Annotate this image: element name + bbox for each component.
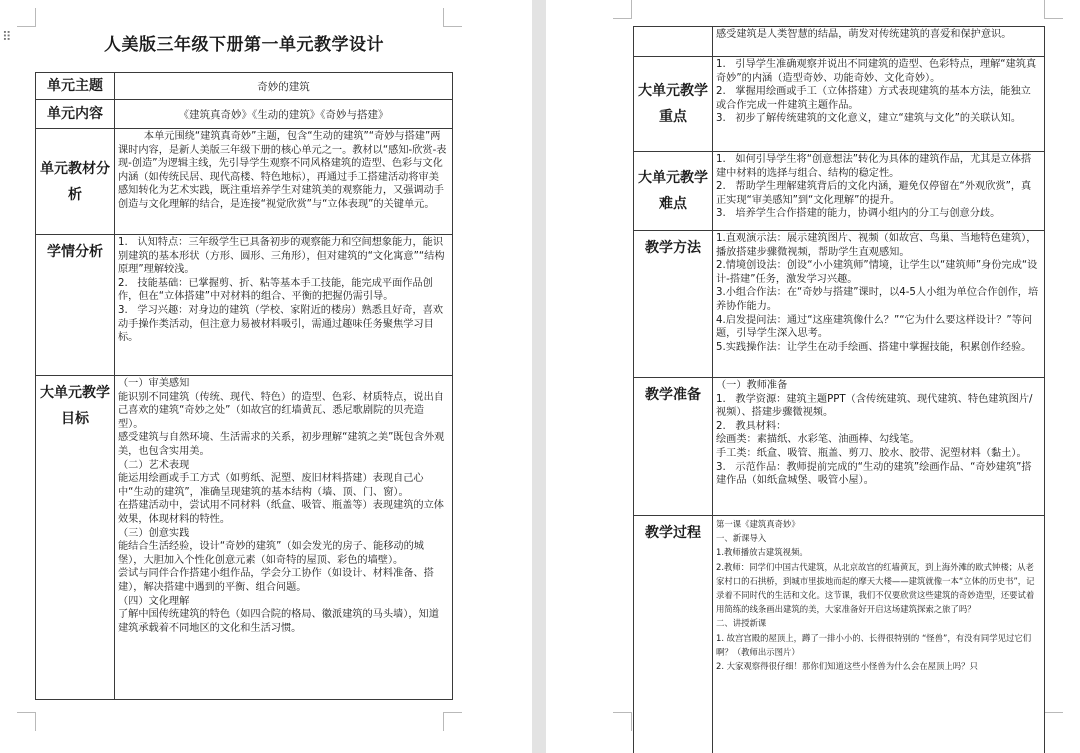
corner-crop-mark	[17, 8, 36, 27]
corner-crop-mark	[613, 712, 632, 731]
row-label: 单元内容	[36, 100, 115, 129]
corner-crop-mark	[1044, 0, 1063, 19]
document-page-2[interactable]	[546, 0, 1080, 753]
table-row	[634, 27, 1045, 57]
table-row	[36, 376, 453, 700]
corner-crop-mark	[443, 712, 462, 731]
teaching-methods-text: 1.直观演示法：展示建筑图片、视频（如故宫、鸟巢、当地特色建筑），播放搭建步骤微视频，帮助学生直观感知。 2.情境创设法：创设“小小建筑师”情境，让学生以“建筑师”身份完成“设计-搭建”任务，激发学习兴趣。 3.小组合作法：在“奇妙与搭建”课时，以4-5人小组为单位合作创作，培养协作能力。 4.启发提问法：通过“这座建筑像什么？”“它为什么要这样设计？”等问题，引导学生深入思考。 5.实践操作法：让学生在动手绘画、搭建中掌握技能，积累创作经验。	[716, 233, 1039, 353]
corner-crop-mark	[1044, 712, 1063, 731]
row-label	[634, 27, 713, 57]
corner-crop-mark	[443, 8, 462, 27]
table-row	[36, 235, 453, 376]
cell	[713, 516, 1045, 753]
table-row	[36, 129, 453, 235]
lesson-plan-table-page-2	[633, 26, 1045, 753]
table-row	[634, 152, 1045, 231]
table-row	[36, 100, 453, 129]
row-label: 教学准备	[634, 378, 713, 516]
objective-continuation-text: 感受建筑是人类智慧的结晶，萌发对传统建筑的喜爱和保护意识。	[716, 29, 1012, 40]
lesson-plan-table-page-1	[35, 72, 453, 700]
key-points-text: 1. 引导学生准确观察并说出不同建筑的造型、色彩特点，理解“建筑真奇妙”的内涵（造型奇妙、功能奇妙、文化奇妙）。 2. 掌握用绘画或手工（立体搭建）方式表现建筑的基本方法，能独立或合作完成一件建筑主题作品。 3. 初步了解传统建筑的文化意义，建立“建筑与文化”的关联认知。	[716, 59, 1037, 125]
cell	[713, 378, 1045, 516]
table-row	[634, 57, 1045, 152]
row-label: 学情分析	[36, 235, 115, 376]
cell	[713, 27, 1045, 57]
cell	[713, 152, 1045, 231]
page-gap	[532, 0, 546, 753]
row-label: 教学过程	[634, 516, 713, 753]
document-title: 人美版三年级下册第一单元教学设计	[104, 35, 384, 55]
row-label: 单元主题	[36, 73, 115, 100]
learner-analysis-text: 1. 认知特点：三年级学生已具备初步的观察能力和空间想象能力，能识别建筑的基本形状（方形、圆形、三角形），但对建筑的“文化寓意”“结构原理”理解较浅。 2. 技能基础：已掌握剪、折、粘等基本手工技能，能完成平面作品创作，但在“立体搭建”中对材料的组合、平衡的把握仍需引导。 3. 学习兴趣：对身边的建筑（学校、家附近的楼房）熟悉且好奇，喜欢动手操作类活动，但注意力易被材料吸引，需通过趣味任务聚焦学习目标。	[118, 237, 445, 344]
cell	[115, 129, 453, 235]
unit-theme-value: 奇妙的建筑	[115, 73, 453, 100]
table-row	[634, 231, 1045, 378]
textbook-analysis-text: 本单元围绕“建筑真奇妙”主题，包含“生动的建筑”“奇妙与搭建”两课时内容，是新人美版三年级下册的核心单元之一。教材以“感知-欣赏-表现-创造”为逻辑主线，先引导学生观察不同风格建筑的造型、色彩与文化内涵（如传统民居、现代高楼、特色地标），再通过手工搭建活动将审美感知转化为艺术实践，既注重培养学生对建筑美的观察能力，又强调动手创造与文化理解的结合，是连接“视觉欣赏”与“立体表现”的关键单元。	[118, 131, 447, 210]
row-label: 大单元教学难点	[634, 152, 713, 231]
cell	[713, 231, 1045, 378]
cell	[115, 376, 453, 700]
table-row	[634, 516, 1045, 753]
cell	[115, 235, 453, 376]
cell	[713, 57, 1045, 152]
row-label: 单元教材分析	[36, 129, 115, 235]
document-page-1[interactable]	[0, 0, 532, 753]
difficulties-text: 1. 如何引导学生将“创意想法”转化为具体的建筑作品，尤其是立体搭建中材料的选择与组合、结构的稳定性。 2. 帮助学生理解建筑背后的文化内涵，避免仅停留在“外观欣赏”，真正实现“审美感知”到“文化理解”的提升。 3. 培养学生合作搭建的能力，协调小组内的分工与创意分歧。	[716, 154, 1032, 220]
corner-crop-mark	[17, 712, 36, 731]
row-label: 大单元教学重点	[634, 57, 713, 152]
unit-objectives-text: （一）审美感知 能识别不同建筑（传统、现代、特色）的造型、色彩、材质特点，说出自己喜欢的建筑“奇妙之处”（如故宫的红墙黄瓦、悉尼歌剧院的贝壳造型）。 感受建筑与自然环境、生活需求的关系，初步理解“建筑之美”既包含外观美，也包含实用美。 （二）艺术表现 能运用绘画或手工方式（如剪纸、泥塑、废旧材料搭建）表现自己心中“生动的建筑”，准确呈现建筑的基本结构（墙、顶、门、窗）。 在搭建活动中，尝试用不同材料（纸盒、吸管、瓶盖等）表现建筑的立体效果，体现材料的特性。 （三）创意实践 能结合生活经验，设计“奇妙的建筑”（如会发光的房子、能移动的城堡），大胆加入个性化创意元素（如奇特的屋顶、彩色的墙壁）。 尝试与同伴合作搭建小组作品，学会分工协作（如设计、材料准备、搭建），解决搭建中遇到的平衡、组合问题。 （四）文化理解 了解中国传统建筑的特色（如四合院的格局、徽派建筑的马头墙），知道建筑承载着不同地区的文化和生活习惯。	[118, 378, 445, 634]
unit-content-value: 《建筑真奇妙》《生动的建筑》《奇妙与搭建》	[115, 100, 453, 129]
table-row	[36, 73, 453, 100]
teaching-process-text: 第一课《建筑真奇妙》 一、新课导入 1.教师播放古建筑视频。 2.教师：同学们中国古代建筑，从北京故宫的红墙黄瓦，到上海外滩的欧式钟楼；从老家村口的石拱桥，到城市里拔地而起的摩天大楼——建筑就像一本“立体的历史书”，记录着不同时代的生活和文化。这节课，我们不仅要欣赏这些建筑的奇妙造型，还要试着用简练的线条画出建筑的美，大家准备好开启这场建筑探索之旅了吗？ 二、讲授新课 1. 故宫宫殿的屋顶上，蹲了一排小小的、长得很特别的 “怪兽”，有没有同学见过它们啊？（教师出示图片） 2. 大家观察得很仔细！那你们知道这些小怪兽为什么会在屋顶上吗？只	[716, 519, 1035, 672]
drag-handle-icon[interactable]: ⠿	[2, 30, 13, 45]
table-row	[634, 378, 1045, 516]
row-label: 教学方法	[634, 231, 713, 378]
teaching-preparation-text: （一）教师准备 1. 教学资源：建筑主题PPT（含传统建筑、现代建筑、特色建筑图片/视频）、搭建步骤微视频。 2. 教具材料： 绘画类：素描纸、水彩笔、油画棒、勾线笔。 手工类：纸盒、吸管、瓶盖、剪刀、胶水、胶带、泥塑材料（黏土）。 3. 示范作品：教师提前完成的“生动的建筑”绘画作品、“奇妙建筑”搭建作品（如纸盒城堡、吸管小屋）。	[716, 380, 1033, 487]
row-label: 大单元教学目标	[36, 376, 115, 700]
corner-crop-mark	[613, 0, 632, 19]
